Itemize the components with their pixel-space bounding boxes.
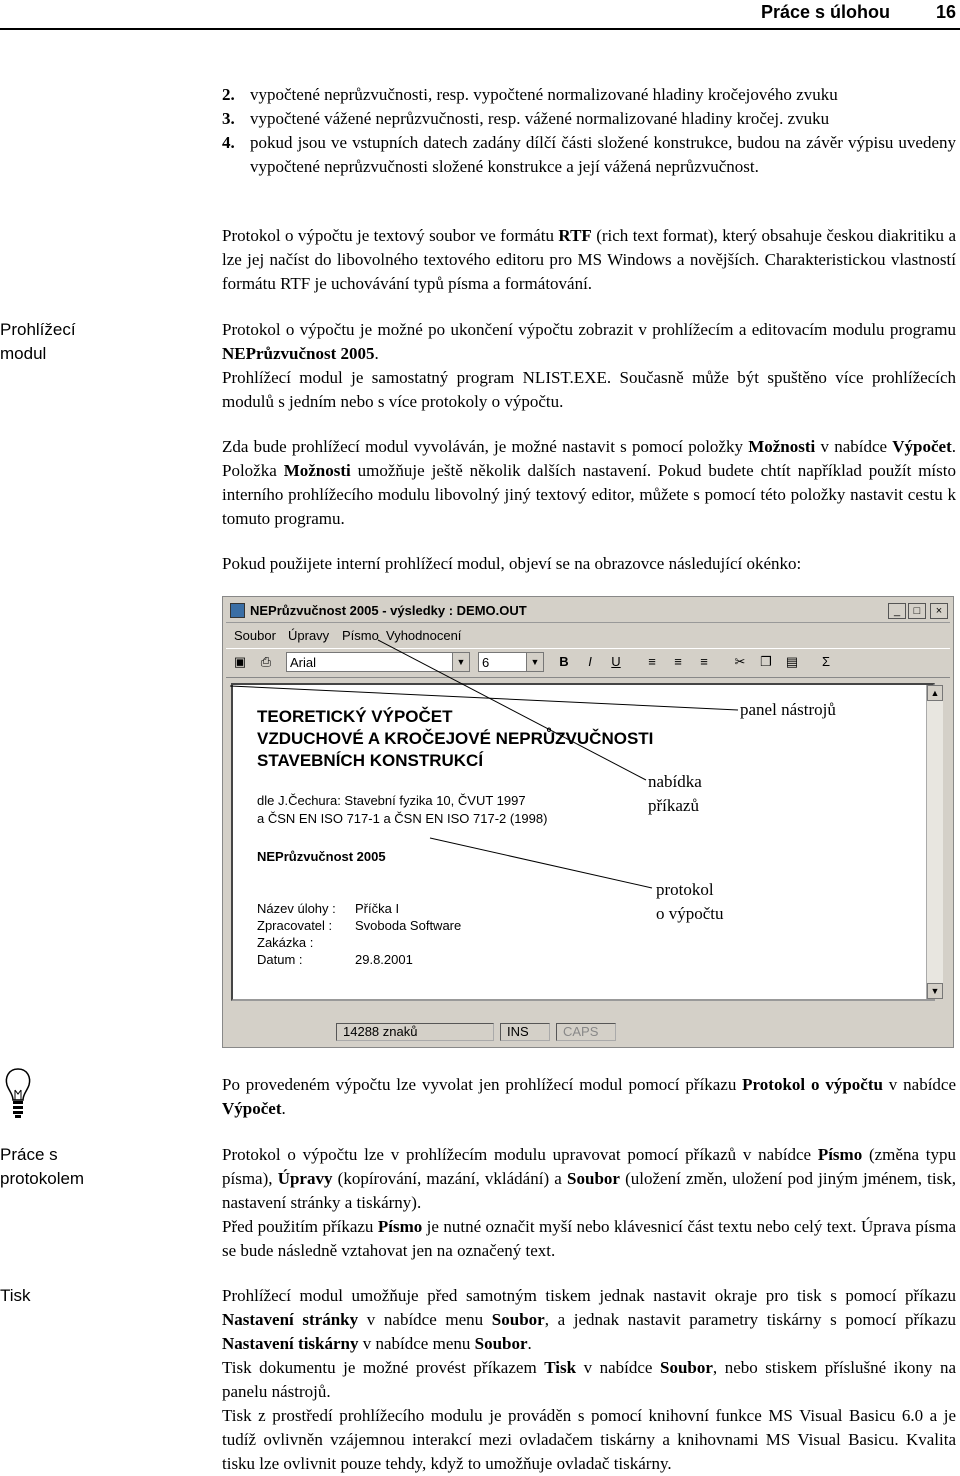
menu-upravy[interactable]: Úpravy (288, 628, 330, 643)
callout-menu: nabídka příkazů (648, 770, 702, 818)
minimize-button[interactable]: _ (888, 603, 906, 619)
align-left-icon[interactable]: ≡ (648, 654, 656, 669)
copy-icon[interactable]: ❐ (760, 654, 772, 669)
doc-line: dle J.Čechura: Stavební fyzika 10, ČVUT 1997 (257, 793, 526, 808)
sum-icon[interactable]: Σ (821, 654, 831, 669)
doc-line: 29.8.2001 (355, 952, 413, 967)
paragraph-prace: Protokol o výpočtu lze v prohlížecím modulu upravovat pomocí příkazů v nabídce Písmo (změna typu písma), Úpravy (kopírování, mazání, vkládání) a Soubor (uložení změn, uložení pod jiným jménem, tisk, nastavení stránky a tiskárny). Před použitím příkazu Písmo je nutné označit myší nebo klávesnicí část textu nebo celý text. Úprava písma se bude následně vztahovat jen na označený text. (222, 1145, 957, 1260)
menu-pismo[interactable]: Písmo (342, 628, 379, 643)
status-caps: CAPS (556, 1023, 616, 1041)
callout-toolbar: panel nástrojů (740, 698, 836, 722)
font-size-select[interactable]: 6 ▼ (478, 652, 544, 672)
underline-icon[interactable]: U (611, 654, 621, 669)
doc-line: Název úlohy : (257, 901, 336, 916)
paste-icon[interactable]: ▤ (785, 654, 799, 669)
align-center-icon[interactable]: ≡ (674, 654, 682, 669)
doc-line: Svoboda Software (355, 918, 462, 933)
list-item: 2. vypočtené neprůzvučnosti, resp. vypočtené normalizované hladiny kročejového zvuku (222, 85, 838, 104)
doc-line: Zpracovatel : (257, 918, 333, 933)
menu-soubor[interactable]: Soubor (234, 628, 276, 643)
maximize-button[interactable]: □ (908, 603, 926, 619)
side-heading-tisk: Tisk (0, 1286, 31, 1305)
scroll-up-icon[interactable]: ▲ (927, 685, 943, 701)
bold-icon[interactable]: B (559, 654, 569, 669)
doc-line: Zakázka : (257, 935, 314, 950)
align-right-icon[interactable]: ≡ (700, 654, 708, 669)
status-ins: INS (500, 1023, 550, 1041)
side-heading-prace: Práce s protokolem (0, 1145, 85, 1188)
save-icon[interactable]: ▣ (233, 654, 247, 669)
doc-line: NEPrůzvučnost 2005 (257, 849, 386, 864)
doc-line: VZDUCHOVÉ A KROČEJOVÉ NEPRŮZVUČNOSTI (257, 729, 654, 748)
doc-line: a ČSN EN ISO 717-1 a ČSN EN ISO 717-2 (1998) (257, 811, 548, 826)
callout-line-toolbar (230, 686, 738, 710)
callout-line-doc (430, 838, 652, 888)
paragraph-po: Po provedeném výpočtu lze vyvolat jen prohlížecí modul pomocí příkazu Protokol o výpočtu v nabídce Výpočet. (222, 1075, 957, 1118)
cut-icon[interactable]: ✂ (734, 654, 746, 669)
scroll-down-icon[interactable]: ▼ (927, 983, 943, 999)
doc-line: TEORETICKÝ VÝPOČET (257, 707, 453, 726)
page-number: 16 (935, 2, 956, 22)
doc-line: Příčka I (355, 901, 400, 916)
print-icon[interactable]: ⎙ (260, 654, 272, 669)
font-name-select[interactable]: Arial ▼ (286, 652, 470, 672)
callout-protocol: protokol o výpočtu (656, 878, 724, 926)
paragraph-tisk: Prohlížecí modul umožňuje před samotným tiskem jednak nastavit okraje pro tisk s pomocí příkazu Nastavení stránky v nabídce menu Soubor, a jednak nastavit parametry tiskárny s pomocí příkazu Nastavení tiskárny v nabídce menu Soubor. Tisk dokumentu je možné provést příkazem Tisk v nabídce Soubor, nebo stiskem příslušné ikony na panelu nástrojů. Tisk z prostředí prohlížecího modulu je prováděn s pomocí knihovní funkce MS Visual Basicu 6.0 a je tudíž ovlivněn vzájemnou interakcí mezi ovladačem tiskárny a knihovnami MS Visual Basicu. Kvalita tisku lze ovlivnit pouze tehdy, když to umožňuje ovladač tiskárny. (222, 1286, 956, 1473)
list-item: 3. vypočtené vážené neprůzvučnosti, resp. vážené normalizované hladiny kročej. zvuku (222, 109, 830, 128)
window-title: NEPrůzvučnost 2005 - výsledky : DEMO.OUT (250, 603, 527, 618)
lightbulb-icon (2, 1066, 34, 1122)
paragraph-zda: Zda bude prohlížecí modul vyvoláván, je možné nastavit s pomocí položky Možnosti v nabídce Výpočet. Položka Možnosti umožňuje ještě několik dalších nastavení. Pokud budete chtít například použít místo interního prohlížecího modulu libovolný jiný textový editor, můžete s pomocí této položky nastavit cestu k tomuto programu. (222, 437, 956, 528)
doc-line: STAVEBNÍCH KONSTRUKCÍ (257, 751, 484, 770)
paragraph-pokud: Pokud použijete interní prohlížecí modul, objeví se na obrazovce následující okénko: (222, 554, 802, 573)
doc-line: Datum : (257, 952, 303, 967)
header-title: Práce s úlohou (760, 2, 890, 22)
callout-line-menu (378, 640, 646, 780)
list-item: 4. pokud jsou ve vstupních datech zadány dílčí části složené konstrukce, budou na závěr výpisu uvedeny vypočtené neprůzvučnosti složené konstrukce a její vážená neprůzvučnost. (222, 133, 956, 176)
status-char-count: 14288 znaků (336, 1023, 494, 1041)
close-button[interactable]: × (930, 603, 948, 619)
paragraph-rtf: Protokol o výpočtu je textový soubor ve formátu RTF (rich text format), který obsahuje českou diakritiku a lze jej načíst do libovolného textového editoru pro MS Windows a novějších. Charakteristickou vlastností formátu RTF je uchovávání typů písma a formátování. (222, 226, 956, 293)
italic-icon[interactable]: I (588, 654, 592, 669)
menu-vyhodnoceni[interactable]: Vyhodnocení (386, 628, 462, 643)
side-heading-prohlizeci: Prohlížecí modul (0, 320, 76, 363)
paragraph-prohlizeci: Protokol o výpočtu je možné po ukončení výpočtu zobrazit v prohlížecím a editovacím modulu programu NEPrůzvučnost 2005. Prohlížecí modul je samostatný program NLIST.EXE. Současně může být spuštěno více prohlížecích modulů s jedním nebo s více protokoly o výpočtu. (222, 320, 956, 411)
